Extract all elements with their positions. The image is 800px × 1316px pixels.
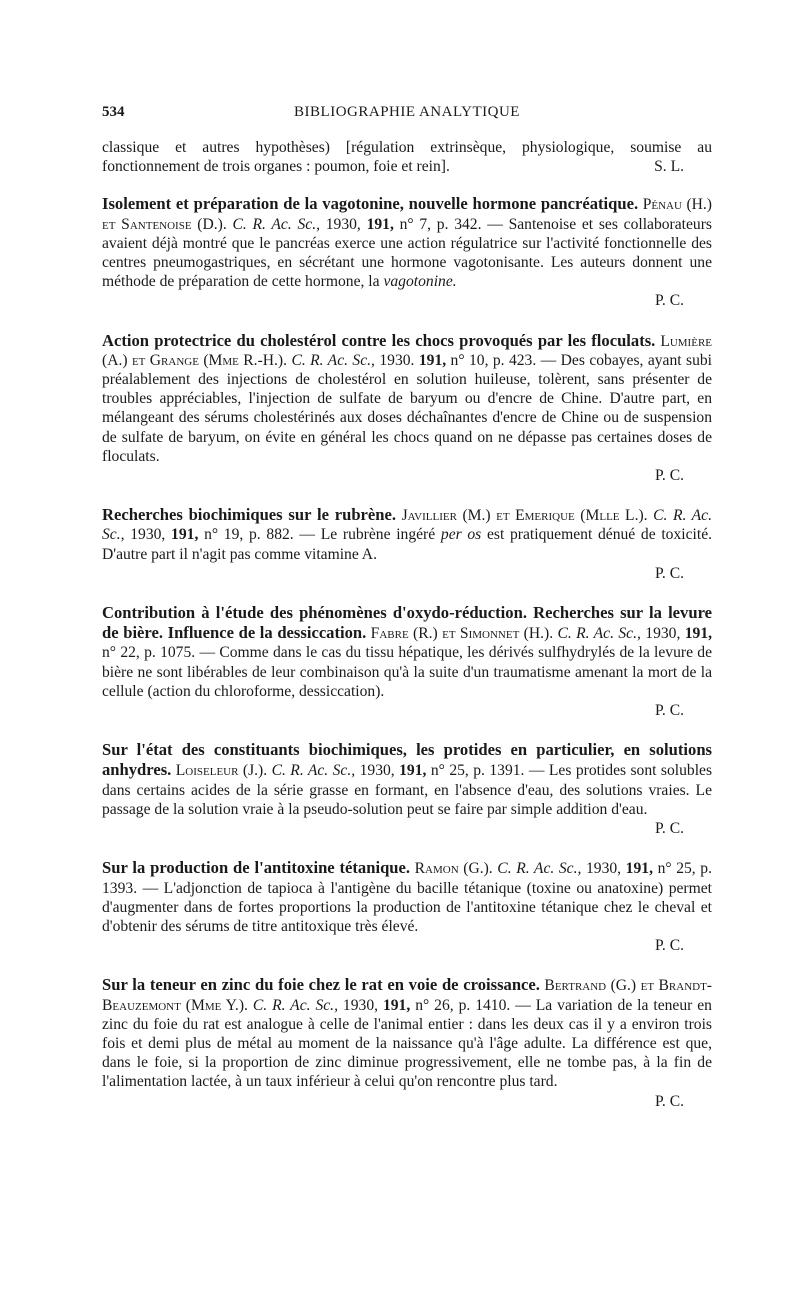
entry-authors: Pénau (H.) et Santenoise (D.). bbox=[102, 196, 712, 233]
entry-issue: n° 26, p. 1410. bbox=[415, 996, 511, 1014]
entry-year: 1930, bbox=[325, 215, 361, 233]
intro-text: classique et autres hypothèses) [régulation extrinsèque, physiologique, soumise au fonctionnement de trois organes : poumon, foie et rein]. bbox=[102, 139, 712, 176]
entry-journal: C. R. Ac. Sc., bbox=[497, 860, 582, 878]
intro-signature: S. L. bbox=[654, 158, 684, 176]
running-title: BIBLIOGRAPHIE ANALYTIQUE bbox=[294, 104, 520, 120]
entry-issue: n° 19, p. 882. bbox=[204, 526, 294, 544]
entry-volume: 191, bbox=[625, 860, 653, 878]
entry-journal: C. R. Ac. Sc., bbox=[232, 215, 320, 233]
bibliography-entry bbox=[102, 858, 712, 955]
page-header bbox=[102, 104, 712, 126]
entry-title: Isolement et préparation de la vagotonine, nouvelle hormone pancréatique. bbox=[102, 194, 639, 214]
bibliography-content bbox=[102, 138, 712, 1131]
entry-abstract: — Comme dans le cas du tissu hépatique, les dérivés sulfhydrylés de la levure de bière ne sont libérables de leur combinaison qu'à la suite d'un traumatisme amenant la mort de la cellule (action du chloroforme, dessiccation). bbox=[102, 644, 712, 700]
entry-abstract-italic-inline: per os bbox=[440, 526, 482, 544]
entry-authors: Fabre (R.) et Simonnet (H.). bbox=[370, 625, 554, 643]
entry-volume: 191, bbox=[366, 215, 394, 233]
page-number: 534 bbox=[102, 104, 125, 120]
entry-signature: P. C. bbox=[654, 937, 684, 955]
entry-title: Sur la teneur en zinc du foie chez le rat en voie de croissance. bbox=[102, 975, 540, 995]
entry-authors: Lumière (A.) et Grange (Mme R.-H.). bbox=[102, 332, 713, 369]
entry-signature: P. C. bbox=[654, 467, 684, 485]
entry-authors: Loiseleur (J.). bbox=[175, 762, 268, 780]
entry-authors: Bertrand (G.) et Brandt-Beauzemont (Mme Y.). bbox=[102, 977, 712, 1014]
entry-abstract: — Des cobayes, ayant subi préalablement des injections de cholestérol en solution huileuse, tolèrent, sans présenter de troubles appréciables, l'injection de sulfate de baryum ou d'encre de Chine. D'autre part, en mélangeant des sérums cholestérinés aux doses déchaînantes d'encre de Chine ou de suspension de sulfate de baryum, on évite en général les chocs quand on ne dépasse pas certaines doses de floculats. bbox=[102, 351, 712, 465]
entry-issue: n° 25, p. 1391. bbox=[430, 762, 525, 780]
entry-signature: P. C. bbox=[654, 1092, 684, 1110]
entry-journal: C. R. Ac. Sc., bbox=[557, 625, 641, 643]
entry-journal: C. R. Ac. Sc., bbox=[291, 351, 375, 369]
bibliography-entry bbox=[102, 331, 712, 486]
entry-issue: n° 25, p. 1393. bbox=[102, 860, 712, 897]
entry-authors: Ramon (G.). bbox=[414, 860, 493, 878]
entry-abstract: — Santenoise et ses collaborateurs avaient déjà montré que le pancréas exerce une action régulatrice sur l'activité fonctionnelle des centres pneumogastriques, en sécrétant une hormone vagotonisante. Les auteurs donnent une méthode de préparation de cette hormone, la bbox=[102, 215, 712, 291]
entry-signature: P. C. bbox=[654, 702, 684, 720]
intro-paragraph bbox=[102, 138, 712, 176]
entry-title: Sur l'état des constituants biochimiques, les protides en particulier, en solutions anhydres. bbox=[102, 740, 712, 780]
entry-year: 1930, bbox=[359, 762, 395, 780]
entry-title: Contribution à l'étude des phénomènes d'oxydo-réduction. Recherches sur la levure de bière. Influence de la dessiccation. bbox=[102, 603, 712, 643]
entry-title: Sur la production de l'antitoxine tétanique. bbox=[102, 858, 411, 878]
entry-abstract: — Les protides sont solubles dans certains acides de la série grasse en formant, en l'absence d'eau, des solutions vraies. Le passage de la solution vraie à la pseudo-solution peut se faire par simple addition d'eau. bbox=[102, 762, 713, 818]
entry-year: 1930, bbox=[585, 860, 622, 878]
entry-volume: 191, bbox=[382, 996, 411, 1014]
entry-title: Action protectrice du cholestérol contre les chocs provoqués par les floculats. bbox=[102, 330, 656, 350]
entry-signature: P. C. bbox=[654, 564, 684, 582]
entry-year: 1930. bbox=[379, 351, 415, 369]
entry-year: 1930, bbox=[342, 996, 379, 1014]
bibliography-entry bbox=[102, 505, 712, 583]
bibliography-entry bbox=[102, 603, 712, 720]
entry-year: 1930, bbox=[645, 625, 681, 643]
entry-abstract: — La variation de la teneur en zinc du foie du rat est analogue à celle de l'animal entier : dans les deux cas il y a environ trois fois et demi plus de métal au moment de la naissance qu'à l'âge adulte. La différence est que, dans le foie, si la proportion de zinc diminue progressivement, elle ne tombe pas, à la fin de l'alimentation lactée, à un taux inférieur à celui qu'on rencontre plus tard. bbox=[102, 996, 712, 1091]
entry-signature: P. C. bbox=[654, 292, 684, 310]
entry-journal: C. R. Ac. Sc., bbox=[271, 762, 356, 780]
entry-abstract: — Le rubrène ingéré per os est pratiquement dénué de toxicité. D'autre part il n'agit pas comme vitamine A. bbox=[102, 526, 713, 563]
entry-title: Recherches biochimiques sur le rubrène. bbox=[102, 505, 397, 525]
entry-signature: P. C. bbox=[654, 820, 684, 838]
entry-abstract-italic: vagotonine. bbox=[383, 273, 457, 291]
entry-journal: C. R. Ac. Sc., bbox=[252, 996, 338, 1014]
entry-year: 1930, bbox=[130, 526, 166, 544]
entry-issue: n° 22, p. 1075. bbox=[102, 644, 196, 662]
bibliography-entry bbox=[102, 740, 712, 838]
entry-volume: 191, bbox=[171, 526, 199, 544]
entry-volume: 191, bbox=[684, 625, 713, 643]
entry-volume: 191, bbox=[399, 762, 427, 780]
entry-journal: C. R. Ac. Sc., bbox=[102, 507, 712, 544]
entry-volume: 191, bbox=[418, 351, 447, 369]
entry-abstract: — L'adjonction de tapioca à l'antigène du bacille tétanique (toxine ou anatoxine) permet d'augmenter dans de fortes proportions la production de l'antitoxine tétanique chez le cheval et d'obtenir des sérums de titre antitoxique très élevé. bbox=[102, 879, 713, 935]
entry-issue: n° 7, p. 342. bbox=[399, 215, 482, 233]
entry-issue: n° 10, p. 423. bbox=[450, 351, 537, 369]
entry-authors: Javillier (M.) et Emerique (Mlle L.). bbox=[401, 507, 648, 525]
bibliography-entry bbox=[102, 975, 712, 1110]
bibliography-entry bbox=[102, 194, 712, 310]
